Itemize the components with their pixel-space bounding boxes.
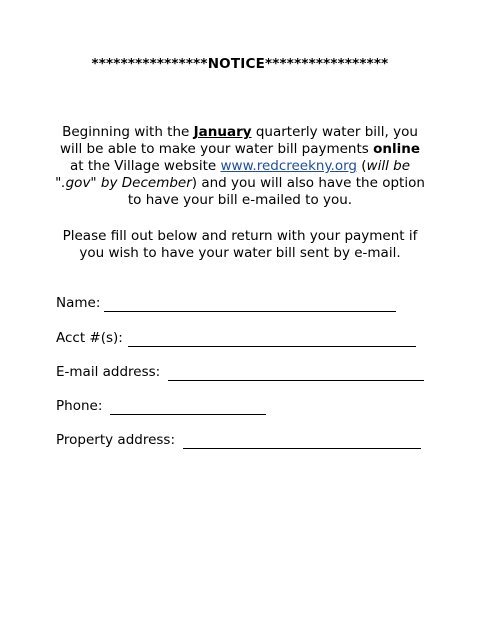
village-website-link[interactable]: www.redcreekny.org (220, 158, 357, 174)
acct-field (56, 330, 416, 347)
property-address-label: Property address: (56, 432, 176, 448)
instructions-paragraph: Please fill out below and return with your payment if you wish to have your water bill sent by e-mail. (62, 228, 418, 261)
intro-text-2: quarterly water bill, you will be able to make your water bill payments (59, 124, 418, 157)
phone-label: Phone: (56, 398, 103, 414)
phone-field (56, 398, 266, 415)
acct-blank-line[interactable] (128, 332, 416, 347)
property-address-field (56, 432, 421, 449)
notice-heading: ****************NOTICE***************** (91, 56, 389, 72)
email-label: E-mail address: (56, 364, 161, 380)
intro-text-5: ) and you will also have the option to have your bill e-mailed to you. (127, 175, 425, 208)
month-emphasis: January (193, 124, 252, 140)
email-blank-line[interactable] (168, 366, 424, 381)
intro-paragraph (54, 124, 426, 209)
name-field (56, 295, 396, 312)
domain-change-note: will be ".gov" by December (55, 158, 411, 191)
intro-text-1: Beginning with the (62, 124, 194, 140)
intro-text-3: at the Village website (69, 158, 221, 174)
name-blank-line[interactable] (104, 297, 396, 312)
intro-text-4: ( (356, 158, 367, 174)
acct-label: Acct #(s): (56, 330, 123, 346)
property-address-blank-line[interactable] (183, 434, 421, 449)
email-field (56, 364, 424, 381)
online-emphasis: online (373, 141, 421, 157)
name-label: Name: (56, 295, 101, 311)
phone-blank-line[interactable] (110, 400, 266, 415)
